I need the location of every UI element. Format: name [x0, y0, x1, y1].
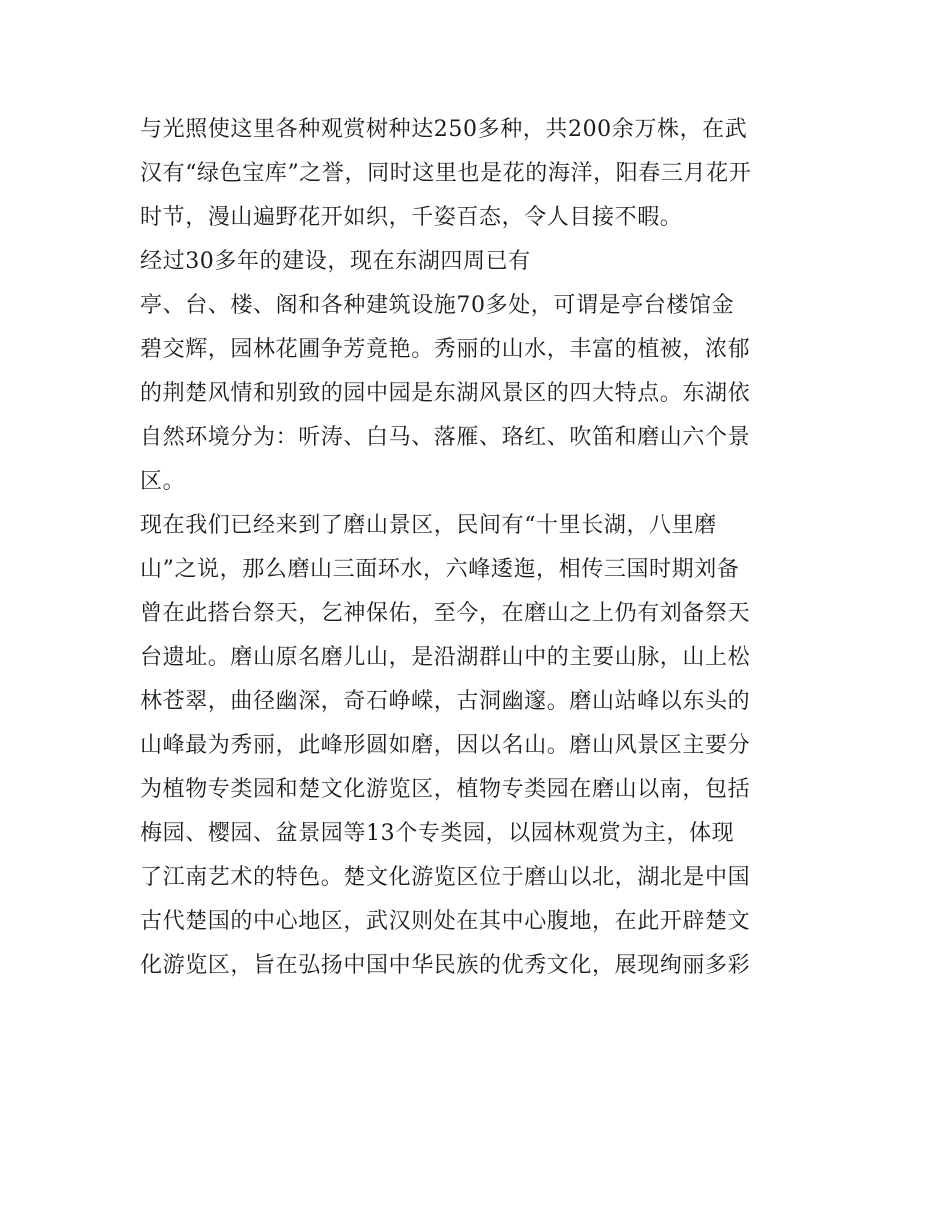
body-text	[140, 108, 820, 988]
text-line: 山”之说，那么磨山三面环水，六峰逶迤，相传三国时期刘备	[140, 557, 740, 582]
text-line: 梅园、樱园、盆景园等13个专类园，以园林观赏为主，体现	[140, 821, 735, 846]
text-line: 现在我们已经来到了磨山景区，民间有“十里长湖，八里磨	[140, 513, 717, 538]
text-line: 亭、台、楼、阁和各种建筑设施70多处，可谓是亭台楼馆金	[140, 293, 735, 318]
text-line: 与光照使这里各种观赏树种达250多种，共200余万株，在武	[140, 117, 748, 142]
text-line: 山峰最为秀丽，此峰形圆如磨，因以名山。磨山风景区主要分	[140, 733, 751, 758]
text-line: 自然环境分为：听涛、白马、落雁、珞红、吹笛和磨山六个景	[140, 425, 751, 450]
text-line: 古代楚国的中心地区，武汉则处在其中心腹地，在此开辟楚文	[140, 909, 751, 934]
text-line: 了江南艺术的特色。楚文化游览区位于磨山以北，湖北是中国	[140, 865, 751, 890]
text-line: 时节，漫山遍野花开如织，千姿百态，令人目接不暇。	[140, 205, 683, 230]
text-line: 汉有“绿色宝库”之誉，同时这里也是花的海洋，阳春三月花开	[140, 161, 752, 186]
text-line: 碧交辉，园林花圃争芳竟艳。秀丽的山水，丰富的植被，浓郁	[140, 337, 751, 362]
text-line: 为植物专类园和楚文化游览区，植物专类园在磨山以南，包括	[140, 777, 751, 802]
text-line: 区。	[140, 469, 186, 494]
text-line: 化游览区，旨在弘扬中国中华民族的优秀文化，展现绚丽多彩	[140, 953, 751, 978]
text-line: 台遗址。磨山原名磨儿山，是沿湖群山中的主要山脉，山上松	[140, 645, 751, 670]
text-line: 经过30多年的建设，现在东湖四周已有	[140, 249, 531, 274]
text-line: 的荆楚风情和别致的园中园是东湖风景区的四大特点。东湖依	[140, 381, 751, 406]
text-line: 曾在此搭台祭天，乞神保佑，至今，在磨山之上仍有刘备祭天	[140, 601, 751, 626]
text-line: 林苍翠，曲径幽深，奇石峥嵘，古洞幽邃。磨山站峰以东头的	[140, 689, 751, 714]
